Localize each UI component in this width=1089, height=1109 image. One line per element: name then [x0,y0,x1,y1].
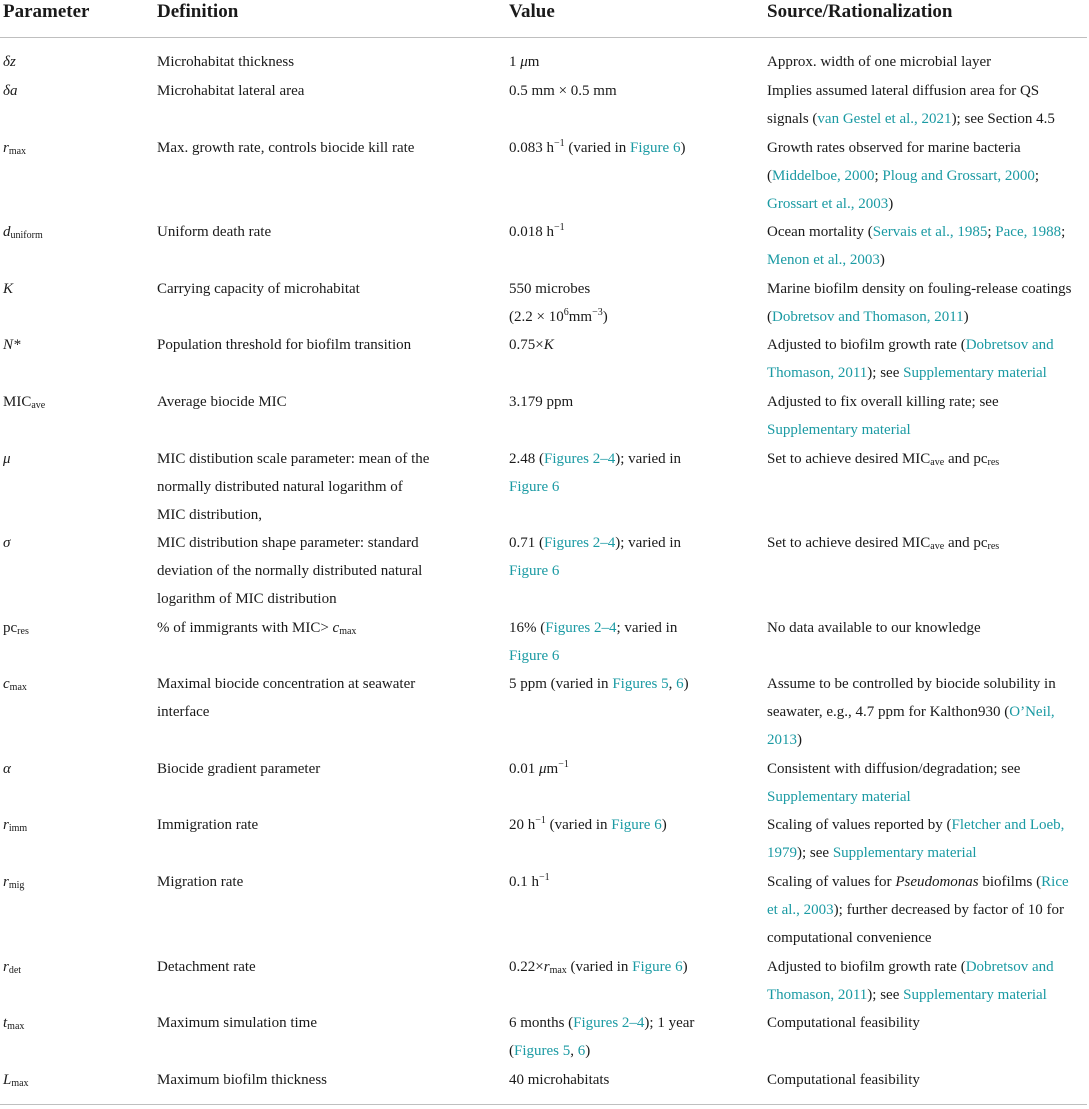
figure-link[interactable]: Figures 2–4 [544,451,616,467]
param-cell: δz [3,54,16,70]
param-cell: σ [3,535,11,551]
citation-link[interactable]: O’Neil, [1009,704,1055,720]
supplementary-link[interactable]: Supplementary material [832,845,977,861]
supplementary-link[interactable]: Supplementary material [903,365,1047,381]
definition-cell: Biocide gradient parameter [157,761,321,777]
source-cell: computational convenience [767,930,932,946]
param-cell: $L_{max}$ [3,1072,29,1089]
citation-link[interactable]: Middelboe, 2000 [772,168,875,184]
source-cell: Marine biofilm density on fouling-release coatings [767,281,1072,297]
source-cell: Menon et al., 2003) [767,252,885,268]
definition-cell: interface [157,704,210,720]
table-header-row [0,0,1089,30]
column-header-parameter: Parameter [3,1,90,22]
value-cell [509,557,559,585]
source-cell: Consistent with diffusion/degradation; see [767,761,1021,777]
figure-link[interactable]: Figures 2–4 [544,535,616,551]
definition-cell: Maximum simulation time [157,1015,317,1031]
definition-cell: Max. growth rate, controls biocide kill rate [157,140,415,156]
value-cell: 20 $h^{-1}$ (varied in Figure 6) [509,815,667,833]
source-cell: Ocean mortality (Servais et al., 1985; Pace, 1988; [767,224,1066,240]
source-cell: Set to achieve desired $MIC_{ave}$ and $pc_{res}$ [767,535,1000,552]
param-cell: $r_{max}$ [3,140,27,157]
value-cell: $(2.2 \times 10^6mm^{-3})$ [509,307,608,325]
citation-link[interactable]: Rice [1041,874,1069,890]
source-cell: Scaling of values for Pseudomonas biofilms (Rice [767,874,1069,890]
value-cell: 0.083 $h^{-1}$ (varied in Figure 6) [509,138,686,156]
value-cell: 550 microbes [509,281,591,297]
value-cell: 0.1 $h^{-1}$ [509,872,550,890]
citation-link[interactable]: et al., 2003 [767,902,834,918]
param-cell: $t_{max}$ [3,1015,25,1032]
citation-link[interactable]: Pace, 1988 [995,224,1062,240]
source-cell: Adjusted to fix overall killing rate; see [767,394,999,410]
definition-cell: normally distributed natural logarithm of [157,479,403,495]
definition-cell: Microhabitat thickness [157,54,295,70]
param-cell: $r_{imm}$ [3,817,28,834]
source-cell: Scaling of values reported by (Fletcher and Loeb, [767,817,1065,833]
source-cell: seawater, e.g., 4.7 ppm for Kalthon930 (O’Neil, [767,704,1055,720]
param-cell: K [3,281,14,297]
param-cell: $r_{det}$ [3,959,22,976]
definition-cell: Maximal biocide concentration at seawater [157,676,416,692]
source-cell: (Dobretsov and Thomason, 2011) [767,309,969,325]
figure-link[interactable]: Figure 6 [611,817,662,833]
source-cell: (Middelboe, 2000; Ploug and Grossart, 2000; [767,168,1040,184]
column-header-definition: Definition [157,1,239,22]
definition-cell: Migration rate [157,874,244,890]
value-cell: (Figures 5, 6) [509,1043,591,1059]
source-cell: Computational feasibility [767,1015,920,1031]
source-cell [767,783,911,811]
supplementary-link[interactable]: Supplementary material [903,987,1047,1003]
source-cell: Grossart et al., 2003) [767,196,894,212]
column-header-value: Value [509,1,555,22]
citation-link[interactable]: Menon et al., 2003 [767,252,880,268]
citation-link[interactable]: Fletcher and Loeb, [951,817,1065,833]
source-cell: Adjusted to biofilm growth rate (Dobretsov and [767,337,1054,353]
bottom-rule [0,1104,1087,1105]
figure-link[interactable]: Figures 5 [514,1043,571,1059]
figure-link[interactable]: 6 [676,676,684,692]
value-cell [509,473,559,501]
citation-link[interactable]: Servais et al., 1985 [872,224,988,240]
supplementary-link[interactable]: Supplementary material [767,422,911,438]
citation-link[interactable]: Thomason, 2011 [767,987,868,1003]
value-cell: 5 ppm (varied in Figures 5, 6) [509,676,689,692]
definition-cell: % of immigrants with $MIC> c_{max}$ [157,620,357,637]
source-cell: Adjusted to biofilm growth rate (Dobretsov and [767,959,1054,975]
param-cell: $c_{max}$ [3,676,27,693]
figure-link[interactable]: Figure 6 [632,959,683,975]
citation-link[interactable]: 2013 [767,732,797,748]
definition-cell: deviation of the normally distributed natural [157,563,423,579]
figure-link[interactable]: 6 [577,1043,586,1059]
definition-cell: Maximum biofilm thickness [157,1072,327,1088]
value-cell: 0.018 $h^{-1}$ [509,222,565,240]
citation-link[interactable]: Dobretsov and Thomason, 2011 [772,309,964,325]
param-cell: $MIC_{ave}$ [3,394,46,411]
definition-cell: Uniform death rate [157,224,272,240]
value-cell: 40 microhabitats [509,1072,610,1088]
param-cell: $r_{mig}$ [3,874,25,891]
citation-link[interactable]: 1979 [767,845,797,861]
definition-cell: Population threshold for biofilm transition [157,337,412,353]
param-cell: $pc_{res}$ [3,620,29,637]
value-cell: 0.01 $\mu m^{-1}$ [509,759,569,777]
param-cell: $d_{uniform}$ [3,224,43,241]
citation-link[interactable]: Dobretsov and [965,959,1054,975]
source-cell: signals (van Gestel et al., 2021); see Section 4.5 [767,111,1055,127]
source-cell: 1979); see Supplementary material [767,845,977,861]
source-cell: Computational feasibility [767,1072,920,1088]
column-header-source: Source/Rationalization [767,1,953,22]
citation-link[interactable]: Ploug and Grossart, 2000 [882,168,1035,184]
value-cell: 2.48 (Figures 2–4); varied in [509,451,682,467]
definition-cell: MIC distribution shape parameter: standard [157,535,419,551]
source-cell: Assume to be controlled by biocide solubility in [767,676,1056,692]
source-cell: Thomason, 2011); see Supplementary material [767,365,1047,381]
source-cell: Implies assumed lateral diffusion area for QS [767,83,1040,99]
param-cell: N* [3,337,21,353]
param-cell: μ [3,451,11,467]
citation-link[interactable]: Thomason, 2011 [767,365,868,381]
value-cell: $0.22\times r_{max}$ (varied in Figure 6) [509,959,688,976]
citation-link[interactable]: Grossart et al., 2003 [767,196,889,212]
definition-cell: MIC distibution scale parameter: mean of the [157,451,430,467]
header-rule [0,37,1087,38]
figure-link[interactable]: Figure 6 [509,479,560,495]
source-cell: 2013) [767,732,802,748]
value-cell: 6 months (Figures 2–4); 1 year [509,1015,695,1031]
figure-link[interactable]: Figures 2–4 [545,620,617,636]
definition-cell: Detachment rate [157,959,256,975]
value-cell: 0.71 (Figures 2–4); varied in [509,535,682,551]
figure-link[interactable]: Figures 5 [612,676,669,692]
citation-link[interactable]: van Gestel et al., 2021 [817,111,952,127]
definition-cell: Immigration rate [157,817,259,833]
value-cell [509,642,559,670]
definition-cell: logarithm of MIC distribution [157,591,337,607]
source-cell: Growth rates observed for marine bacteria [767,140,1021,156]
source-cell: et al., 2003); further decreased by factor of 10 for [767,902,1064,918]
value-cell: 0.5 mm × 0.5 mm [509,83,617,99]
source-cell: No data available to our knowledge [767,620,981,636]
definition-cell: Microhabitat lateral area [157,83,305,99]
value-cell: 0.75×K [509,337,554,353]
citation-link[interactable]: Dobretsov and [965,337,1054,353]
value-cell: 16% (Figures 2–4; varied in [509,620,678,636]
figure-link[interactable]: Figure 6 [509,563,560,579]
definition-cell: Average biocide MIC [157,394,287,410]
param-cell: α [3,761,11,777]
definition-cell: Carrying capacity of microhabitat [157,281,360,297]
source-cell [767,416,911,444]
value-cell: 1 μm [509,54,540,70]
figure-link[interactable]: Figures 2–4 [573,1015,645,1031]
figure-link[interactable]: Figure 6 [509,648,560,664]
definition-cell: MIC distribution, [157,507,263,523]
value-cell: 3.179 ppm [509,394,574,410]
source-cell: Approx. width of one microbial layer [767,54,992,70]
source-cell: Set to achieve desired $MIC_{ave}$ and $pc_{res}$ [767,451,1000,468]
figure-link[interactable]: Figure 6 [630,140,681,156]
param-cell: δa [3,83,18,99]
source-cell: Thomason, 2011); see Supplementary material [767,987,1047,1003]
supplementary-link[interactable]: Supplementary material [767,789,911,805]
